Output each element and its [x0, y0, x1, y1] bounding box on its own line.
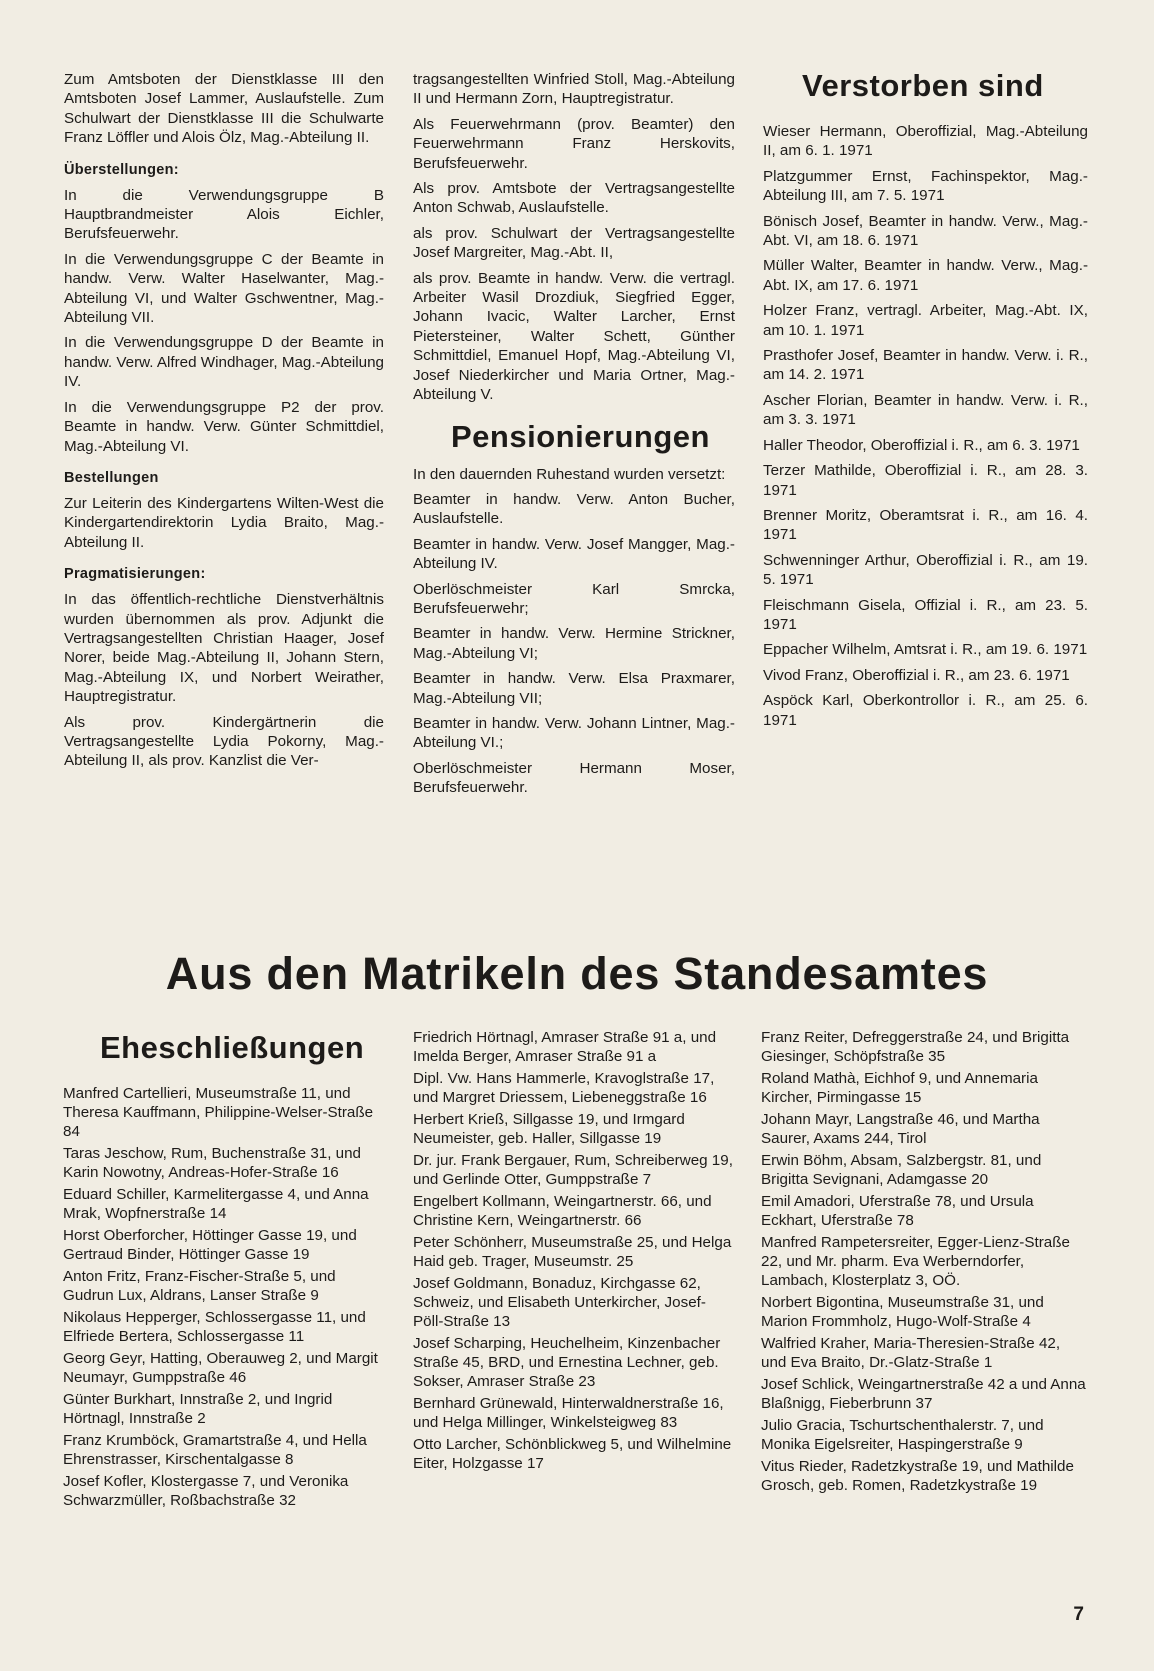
paragraph: als prov. Beamte in handw. Verw. die vertragl. Arbeiter Wasil Drozdiuk, Siegfried Egger, Johann Ivacic, Walter Larcher, Ernst Pietersteiner, Walter Schett, Günther Schmittdiel, Emanuel Hopf, Mag.-Abteilung VI, Josef Niederkircher und Maria Ortner, Mag.-Abteilung V. [413, 269, 735, 404]
marriage-entry: Franz Reiter, Defreggerstraße 24, und Brigitta Giesinger, Schöpfstraße 35 [761, 1029, 1070, 1065]
marriages-column-1 [63, 1030, 385, 1513]
heading-verstorben: Verstorben sind [802, 68, 1044, 103]
obituary-entry: Fleischmann Gisela, Offizial i. R., am 23. 5. 1971 [763, 596, 1088, 633]
paragraph: Zur Leiterin des Kindergartens Wilten-West die Kindergartendirektorin Lydia Braito, Mag.-Abteilung II. [64, 494, 384, 551]
obituary-entry: Bönisch Josef, Beamter in handw. Verw., Mag.-Abt. VI, am 18. 6. 1971 [763, 212, 1088, 250]
heading-bestellungen: Bestellungen [64, 469, 159, 486]
paragraph: Als prov. Amtsbote der Vertragsangestellte Anton Schwab, Auslaufstelle. [413, 180, 735, 217]
marriage-entry: Franz Krumböck, Gramartstraße 4, und Hella Ehrenstrasser, Kirschentalgasse 8 [63, 1432, 367, 1468]
marriages-column-3 [761, 1028, 1087, 1498]
obituary-entry: Eppacher Wilhelm, Amtsrat i. R., am 19. 6. 1971 [763, 641, 1088, 659]
marriage-entry: Nikolaus Hepperger, Schlossergasse 11, und Elfriede Bertera, Schlossergasse 11 [63, 1309, 366, 1345]
marriage-entry: Eduard Schiller, Karmelitergasse 4, und Anna Mrak, Wopfnerstraße 14 [63, 1186, 369, 1222]
heading-ueberstellungen: Überstellungen: [64, 161, 179, 178]
marriage-entry: Roland Mathà, Eichhof 9, und Annemaria Kircher, Pirmingasse 15 [761, 1070, 1038, 1106]
paragraph: In die Verwendungsgruppe D der Beamte in handw. Verw. Alfred Windhager, Mag.-Abteilung IV. [64, 334, 384, 391]
marriage-entry: Erwin Böhm, Absam, Salzbergstr. 81, und Brigitta Sevignani, Adamgasse 20 [761, 1152, 1042, 1188]
marriage-entry: Dr. jur. Frank Bergauer, Rum, Schreiberweg 19, und Gerlinde Otter, Gumppstraße 7 [413, 1152, 733, 1188]
marriage-entry: Julio Gracia, Tschurtschenthalerstr. 7, und Monika Eigelsreiter, Haspingerstraße 9 [761, 1417, 1044, 1453]
paragraph: Oberlöschmeister Karl Smrcka, Berufsfeuerwehr; [413, 580, 735, 617]
heading-pensionierungen: Pensionierungen [451, 418, 710, 454]
obituary-entry: Brenner Moritz, Oberamtsrat i. R., am 16. 4. 1971 [763, 506, 1088, 544]
marriage-entry: Josef Kofler, Klostergasse 7, und Veronika Schwarzmüller, Roßbachstraße 32 [63, 1473, 349, 1509]
paragraph: Beamter in handw. Verw. Anton Bucher, Auslaufstelle. [413, 490, 735, 528]
marriage-entry: Johann Mayr, Langstraße 46, und Martha Saurer, Axams 244, Tirol [761, 1111, 1040, 1147]
marriage-entry: Josef Scharping, Heuchelheim, Kinzenbacher Straße 45, BRD, und Ernestina Lechner, geb. Sokser, Amraser Straße 23 [413, 1335, 721, 1390]
obituary-entry: Schwenninger Arthur, Oberoffizial i. R., am 19. 5. 1971 [763, 551, 1088, 589]
matrikel-title: Aus den Matrikeln des Standesamtes [165, 948, 989, 999]
obituary-entry: Terzer Mathilde, Oberoffizial i. R., am 28. 3. 1971 [763, 462, 1088, 499]
paragraph: Beamter in handw. Verw. Hermine Strickner, Mag.-Abteilung VI; [413, 625, 735, 662]
page-number: 7 [1073, 1604, 1084, 1625]
heading-pragmatisierungen: Pragmatisierungen: [64, 566, 206, 583]
obituary-entry: Wieser Hermann, Oberoffizial, Mag.-Abteilung II, am 6. 1. 1971 [763, 123, 1088, 160]
marriages-column-2 [413, 1028, 735, 1476]
column-1 [64, 70, 384, 777]
paragraph: In die Verwendungsgruppe B Hauptbrandmeister Alois Eichler, Berufsfeuerwehr. [64, 186, 384, 243]
marriage-entry: Georg Geyr, Hatting, Oberauweg 2, und Margit Neumayr, Gumppstraße 46 [63, 1350, 378, 1386]
marriage-entry: Friedrich Hörtnagl, Amraser Straße 91 a, und Imelda Berger, Amraser Straße 91 a [413, 1029, 717, 1065]
paragraph: Beamter in handw. Verw. Josef Mangger, Mag.-Abteilung IV. [413, 535, 735, 573]
marriage-entry: Manfred Cartellieri, Museumstraße 11, und Theresa Kauffmann, Philippine-Welser-Straße 84 [63, 1085, 374, 1140]
marriage-entry: Walfried Kraher, Maria-Theresien-Straße 42, und Eva Braito, Dr.-Glatz-Straße 1 [761, 1335, 1061, 1371]
obituary-entry: Prasthofer Josef, Beamter in handw. Verw. i. R., am 14. 2. 1971 [763, 347, 1088, 384]
paragraph: In den dauernden Ruhestand wurden versetzt: [413, 465, 726, 483]
marriage-entry: Bernhard Grünewald, Hinterwaldnerstraße 16, und Helga Millinger, Winkelsteigweg 83 [413, 1395, 724, 1431]
marriage-entry: Norbert Bigontina, Museumstraße 31, und Marion Frommholz, Hugo-Wolf-Straße 4 [761, 1294, 1044, 1330]
paragraph: Beamter in handw. Verw. Johann Lintner, Mag.-Abteilung VI.; [413, 714, 735, 752]
marriage-entry: Günter Burkhart, Innstraße 2, und Ingrid Hörtnagl, Innstraße 2 [63, 1391, 333, 1427]
obituary-entry: Müller Walter, Beamter in handw. Verw., Mag.-Abt. IX, am 17. 6. 1971 [763, 257, 1088, 294]
paragraph: In das öffentlich-rechtliche Dienstverhältnis wurden übernommen als prov. Adjunkt die Vertragsangestellten Christian Haager, Josef Norer, beide Mag.-Abteilung II, Johann Stern, Mag.-Abteilung IX, und Norbert Weirather, Hauptregistratur. [64, 591, 384, 706]
paragraph: In die Verwendungsgruppe C der Beamte in handw. Verw. Walter Haselwanter, Mag.-Abteilung VI, und Walter Gschwentner, Mag.-Abteilung VII. [64, 250, 384, 327]
paragraph: In die Verwendungsgruppe P2 der prov. Beamte in handw. Verw. Günter Schmittdiel, Mag.-Abteilung VI. [64, 398, 384, 455]
marriage-entry: Vitus Rieder, Radetzkystraße 19, und Mathilde Grosch, geb. Romen, Radetzkystraße 19 [761, 1458, 1074, 1494]
paragraph: als prov. Schulwart der Vertragsangestellte Josef Margreiter, Mag.-Abt. II, [413, 224, 735, 262]
obituary-entry: Haller Theodor, Oberoffizial i. R., am 6. 3. 1971 [763, 436, 1080, 454]
column-3 [763, 68, 1088, 736]
obituary-entry: Platzgummer Ernst, Fachinspektor, Mag.-Abteilung III, am 7. 5. 1971 [763, 167, 1088, 205]
marriage-entry: Otto Larcher, Schönblickweg 5, und Wilhelmine Eiter, Holzgasse 17 [413, 1436, 732, 1472]
obituary-entry: Ascher Florian, Beamter in handw. Verw. i. R., am 3. 3. 1971 [763, 391, 1088, 429]
obituary-entry: Vivod Franz, Oberoffizial i. R., am 23. 6. 1971 [763, 666, 1070, 684]
paragraph: Als prov. Kindergärtnerin die Vertragsangestellte Lydia Pokorny, Mag.-Abteilung II, als prov. Kanzlist die Ver- [64, 713, 384, 770]
marriage-entry: Emil Amadori, Uferstraße 78, und Ursula Eckhart, Uferstraße 78 [761, 1193, 1034, 1229]
marriage-entry: Horst Oberforcher, Höttinger Gasse 19, und Gertraud Binder, Höttinger Gasse 19 [63, 1227, 357, 1263]
marriage-entry: Dipl. Vw. Hans Hammerle, Kravoglstraße 17, und Margret Driessem, Liebeneggstraße 16 [413, 1070, 715, 1106]
marriage-entry: Manfred Rampetersreiter, Egger-Lienz-Straße 22, und Mr. pharm. Eva Werberndorfer, Lambach, Klosterplatz 3, OÖ. [761, 1234, 1070, 1289]
heading-eheschliessungen: Eheschließungen [100, 1030, 365, 1065]
marriage-entry: Anton Fritz, Franz-Fischer-Straße 5, und Gudrun Lux, Aldrans, Lanser Straße 9 [63, 1268, 336, 1304]
marriage-entry: Taras Jeschow, Rum, Buchenstraße 31, und Karin Nowotny, Andreas-Hofer-Straße 16 [63, 1145, 361, 1181]
paragraph: tragsangestellten Winfried Stoll, Mag.-Abteilung II und Hermann Zorn, Hauptregistratur. [413, 71, 735, 108]
marriage-entry: Josef Goldmann, Bonaduz, Kirchgasse 62, Schweiz, und Elisabeth Unterkircher, Josef-Pöll-Straße 13 [413, 1275, 706, 1330]
marriage-entry: Josef Schlick, Weingartnerstraße 42 a und Anna Blaßnigg, Fieberbrunn 37 [761, 1376, 1086, 1412]
intro-paragraph: Zum Amtsboten der Dienstklasse III den Amtsboten Josef Lammer, Auslaufstelle. Zum Schulwart der Dienstklasse III die Schulwarte Franz Löffler und Alois Ölz, Mag.-Abteilung II. [64, 71, 384, 147]
marriage-entry: Peter Schönherr, Museumstraße 25, und Helga Haid geb. Trager, Museumstr. 25 [413, 1234, 732, 1270]
column-2 [413, 70, 735, 804]
paragraph: Beamter in handw. Verw. Elsa Praxmarer, Mag.-Abteilung VII; [413, 670, 735, 707]
paragraph: Als Feuerwehrmann (prov. Beamter) den Feuerwehrmann Franz Herskovits, Berufsfeuerwehr. [413, 115, 735, 172]
marriage-entry: Herbert Krieß, Sillgasse 19, und Irmgard Neumeister, geb. Haller, Sillgasse 19 [413, 1111, 685, 1147]
paragraph: Oberlöschmeister Hermann Moser, Berufsfeuerwehr. [413, 759, 735, 797]
marriage-entry: Engelbert Kollmann, Weingartnerstr. 66, und Christine Kern, Weingartnerstr. 66 [413, 1193, 712, 1229]
obituary-entry: Aspöck Karl, Oberkontrollor i. R., am 25. 6. 1971 [763, 692, 1088, 729]
obituary-entry: Holzer Franz, vertragl. Arbeiter, Mag.-Abt. IX, am 10. 1. 1971 [763, 302, 1088, 339]
